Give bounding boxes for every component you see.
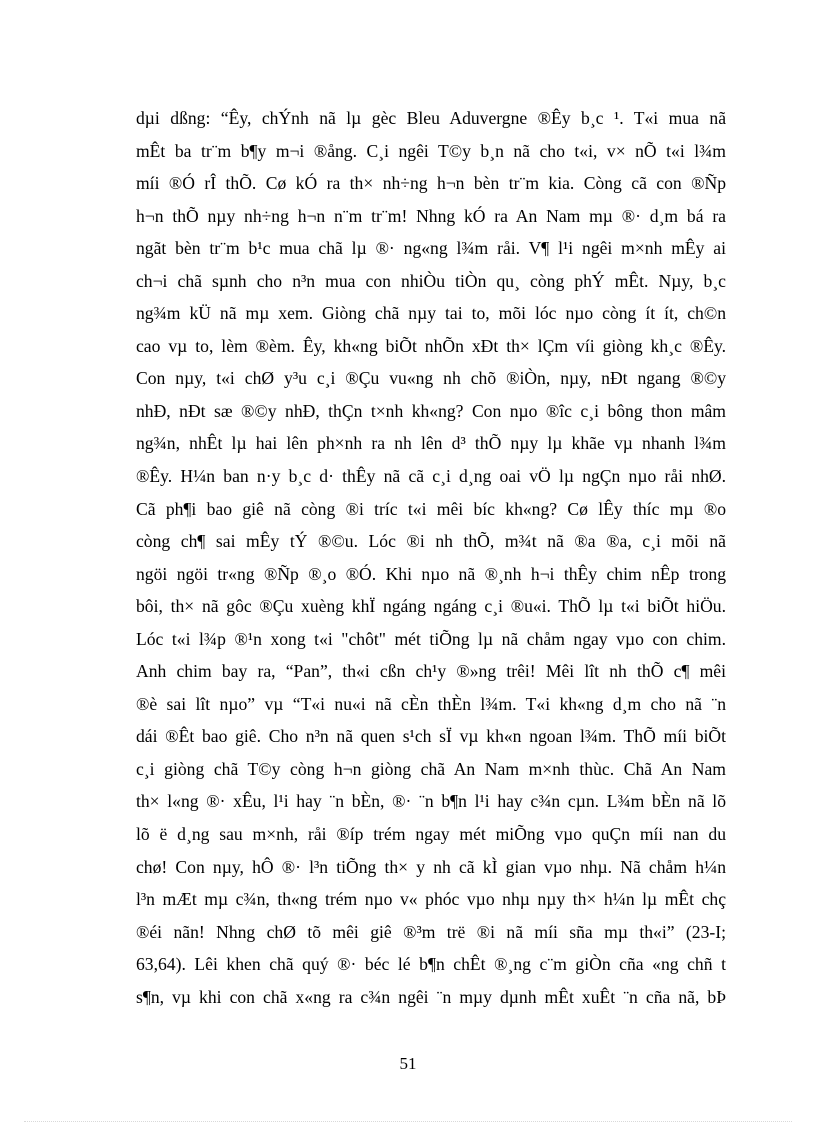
text-line: ®è sai lît nµo” vµ “T«i nu«i nã cÈn thÈn l¾m. T«i kh«ng d¸m cho nã ¨n [136, 693, 726, 714]
text-line: lõ ë d¸ng sau m×nh, råi ®íp trém ngay mét miÕng vµo quÇn míi nan du [136, 824, 726, 845]
text-line: s¶n, vµ khi con chã x«ng ra c¾n ngêi ¨n mµy dµnh mÊt xuÊt ¨n cña nã, bÞ [136, 986, 726, 1007]
text-line: th× l«ng ®· xÊu, l¹i hay ¨n bÈn, ®· ¨n b¶n l¹i hay c¾n cµn. L¾m bÈn nã lõ [136, 791, 726, 812]
text-line: ch¬i chã sµnh cho n³n mua con nhiÒu tiÒn qu¸ còng phÝ mÊt. Nµy, b¸c [136, 270, 726, 291]
text-line: c¸i giòng chã T©y còng h¬n giòng chã An Nam m×nh thùc. Chã An Nam [136, 758, 726, 779]
text-line: mÊt ba tr¨m b¶y m¬i ®ång. C¸i ngêi T©y b¸n nã cho t«i, v× nÕ t«i l¾m [136, 140, 726, 161]
text-line: ng¾n, nhÊt lµ hai lên ph×nh ra nh lên d³ thÕ nµy lµ khãe vµ nhanh l¾m [136, 433, 726, 454]
text-line: ®éi nãn! Nhng chØ tõ mêi giê ®³m trë ®i nã míi sña mµ th«i” (23-I; [136, 921, 726, 942]
text-line: còng ch¶ sai mÊy tÝ ®©u. Lóc ®i nh thÕ, m¾t nã ®a ®a, c¸i mõi nã [136, 531, 726, 552]
text-line: chø! Con nµy, hÔ ®· l³n tiÕng th× y nh cã kÌ gian vµo nhµ. Nã chåm h¼n [136, 856, 726, 877]
text-line: ®Êy. H¼n ban n·y b¸c d· thÊy nã cã c¸i d¸ng oai vÖ lµ ngÇn nµo råi nhØ. [136, 466, 726, 487]
text-line: dµi dßng: “Êy, chÝnh nã lµ gèc Bleu Aduvergne ®Êy b¸c ¹. T«i mua nã [136, 108, 726, 128]
text-line: bôi, th× nã gôc ®Çu xuèng khÏ ngáng ngáng c¸i ®u«i. ThÕ lµ t«i biÕt hiÖu. [136, 596, 726, 617]
text-line: Con nµy, t«i chØ y³u c¸i ®Çu vu«ng nh chõ ®iÒn, nµy, nÐt ngang ®©y [136, 368, 726, 389]
page-number: 51 [399, 1054, 417, 1073]
text-line: Anh chim bay ra, “Pan”, th«i cßn ch¹y ®»ng trêi! Mêi lît nh thÕ c¶ mêi [136, 661, 726, 682]
text-line: ngöi ngöi tr«ng ®Ñp ®¸o ®Ó. Khi nµo nã ®¸nh h¬i thÊy chim nÊp trong [136, 563, 726, 584]
text-line: ng¾m kÜ nã mµ xem. Giòng chã nµy tai to, mõi lóc nµo còng ít ít, ch©n [136, 303, 726, 324]
text-line: 63,64). Lêi khen chã quý ®· béc lé b¶n chÊt ®¸ng c¨m giÒn cña «ng chñ t [136, 954, 726, 975]
text-line: Lóc t«i l¾p ®¹n xong t«i "chôt" mét tiÕng lµ nã chåm ngay vµo con chim. [136, 628, 726, 649]
text-line: h¬n thÕ nµy nh÷ng h¬n n¨m tr¨m! Nhng kÓ ra An Nam mµ ®· d¸m bá ra [136, 205, 726, 226]
body-text [136, 102, 726, 1013]
footer-divider [24, 1121, 792, 1122]
text-line: míi ®Ó rÎ thÕ. Cø kÓ ra th× nh÷ng h¬n bèn tr¨m kia. Còng cã con ®Ñp [136, 173, 726, 194]
text-line: l³n mÆt mµ c¾n, th«ng trém nµo v« phóc vµo nhµ nµy th× h¼n lµ mÊt chç [136, 889, 726, 910]
text-line: Cã ph¶i bao giê nã còng ®i tríc t«i mêi bíc kh«ng? Cø lÊy thíc mµ ®o [136, 498, 726, 519]
text-line: cao vµ to, lèm ®èm. Êy, kh«ng biÕt nhÕn xÐt th× lÇm víi giòng kh¸c ®Êy. [136, 335, 726, 356]
text-line: dái ®Êt bao giê. Cho n³n nã quen s¹ch sÏ vµ kh«n ngoan l¾m. ThÕ míi biÕt [136, 726, 726, 747]
text-line: nhÐ, nÐt sæ ®©y nhÐ, thÇn t×nh kh«ng? Con nµo ®îc c¸i bông thon mâm [136, 400, 726, 421]
text-line: ngãt bèn tr¨m b¹c mua chã lµ ®· ng«ng l¾m råi. V¶ l¹i ngêi m×nh mÊy ai [136, 238, 726, 259]
